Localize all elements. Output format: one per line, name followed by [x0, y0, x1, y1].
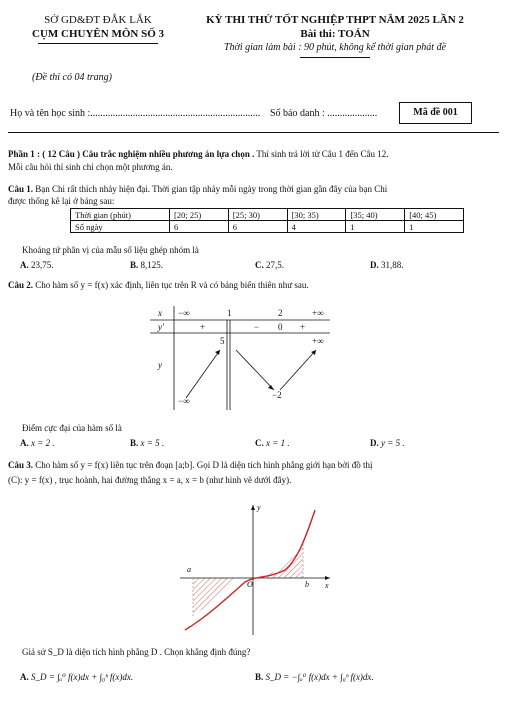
- department-name: SỞ GD&ĐT ĐẮK LẮK: [44, 14, 152, 26]
- option-text: S_D = −∫ₐ⁰ f(x)dx + ∫₀ᵇ f(x)dx.: [263, 672, 374, 682]
- x-value: 1: [227, 308, 232, 318]
- option-text: S_D = ∫ₐ⁰ f(x)dx + ∫₀ᵇ f(x)dx.: [28, 672, 134, 682]
- student-name-field: Họ và tên học sinh :....................................................................: [10, 108, 261, 119]
- graph-y-label: y: [257, 503, 261, 512]
- q1-label: Câu 1.: [8, 184, 34, 194]
- q3-question: Giả sử S_D là diện tích hình phẳng D . Chọn khẳng định đúng?: [22, 647, 251, 657]
- q2-option-a[interactable]: [20, 438, 55, 448]
- arrow-down: [236, 350, 274, 390]
- option-text: x = 1 .: [263, 438, 290, 448]
- part1-title-line: [8, 149, 389, 159]
- y-value: +∞: [312, 336, 324, 346]
- part1-instruction: Thí sinh trả lời từ Câu 1 đến Câu 12.: [254, 149, 389, 159]
- q2-label: Câu 2.: [8, 280, 34, 290]
- table-cell: 1: [405, 221, 464, 233]
- sign: +: [200, 322, 206, 332]
- q2-option-c[interactable]: [255, 438, 290, 448]
- table-cell: [35; 40): [346, 209, 405, 221]
- part1-title: Phần 1 : ( 12 Câu ) Câu trắc nghiệm nhiều phương án lựa chọn .: [8, 149, 255, 159]
- table-cell: [20; 25): [170, 209, 229, 221]
- arrow-up: [186, 350, 220, 398]
- table-row: [71, 209, 464, 221]
- q1-option-c[interactable]: [255, 260, 284, 270]
- q3-text1: Cho hàm số y = f(x) liên tục trên đoạn [a;b]. Gọi D là diện tích hình phẳng giới hạn bởi đồ thị: [33, 460, 373, 470]
- option-letter: A.: [20, 672, 29, 682]
- y-value: −∞: [178, 396, 190, 406]
- q3-label: Câu 3.: [8, 460, 34, 470]
- x-value: 2: [278, 308, 283, 318]
- header-underline: [38, 43, 158, 44]
- option-text: 23,75.: [28, 260, 54, 270]
- y-value: −2: [272, 390, 282, 400]
- graph-b-label: b: [305, 580, 309, 589]
- cluster-name: CỤM CHUYÊN MÔN SỐ 3: [32, 28, 164, 40]
- sign: 0: [278, 322, 283, 332]
- option-letter: D.: [370, 438, 379, 448]
- graph-a-label: a: [187, 565, 191, 574]
- option-text: x = 5 .: [138, 438, 165, 448]
- q1-text2: được thống kê lại ở bảng sau:: [8, 196, 115, 206]
- q1-option-a[interactable]: [20, 260, 54, 270]
- option-letter: B.: [130, 260, 139, 270]
- graph-origin-label: O: [247, 580, 253, 589]
- table-cell: 6: [170, 221, 229, 233]
- option-letter: C.: [255, 260, 264, 270]
- exam-duration: Thời gian làm bài : 90 phút, không kể thời gian phát đề: [223, 42, 447, 53]
- q2-option-b[interactable]: [130, 438, 164, 448]
- student-id-field: Số báo danh : ....................: [270, 108, 378, 119]
- pages-note: (Đề thi có 04 trang): [32, 72, 112, 83]
- derivative-row-label: y′: [158, 322, 164, 332]
- title-underline: [300, 57, 370, 58]
- q1-text1: Bạn Chi rất thích nhảy hiện đại. Thời gian tập nhảy mỗi ngày trong thời gian gần đây của bạn Chi: [33, 184, 388, 194]
- option-letter: B.: [130, 438, 139, 448]
- x-row-label: x: [158, 308, 162, 318]
- option-letter: D.: [370, 260, 379, 270]
- part1-instruction2: Mỗi câu hỏi thí sinh chỉ chọn một phương án.: [8, 162, 173, 172]
- option-text: 8,125.: [138, 260, 164, 270]
- table-cell: [30; 35): [287, 209, 346, 221]
- table-cell: 4: [287, 221, 346, 233]
- exam-subject: Bài thi: TOÁN: [300, 28, 370, 40]
- q3-text: [8, 460, 373, 470]
- table-cell: 1: [346, 221, 405, 233]
- sign: +: [300, 322, 306, 332]
- area-graph: [175, 500, 335, 640]
- x-value: +∞: [312, 308, 324, 318]
- option-letter: A.: [20, 260, 29, 270]
- table-cell: [40; 45): [405, 209, 464, 221]
- q2-text-body: Cho hàm số y = f(x) xác định, liên tục trên R và có bảng biến thiên như sau.: [33, 280, 309, 290]
- q3-text2: (C): y = f(x) , trục hoành, hai đường thẳng x = a, x = b (như hình vẽ dưới đây).: [8, 475, 292, 485]
- q1-question: Khoảng tứ phân vị của mẫu số liệu ghép nhóm là: [22, 245, 199, 255]
- q1-text: [8, 184, 387, 194]
- table-cell: Số ngày: [71, 221, 170, 233]
- option-letter: C.: [255, 438, 264, 448]
- q2-text: [8, 280, 309, 290]
- option-letter: B.: [255, 672, 264, 682]
- q2-option-d[interactable]: [370, 438, 405, 448]
- q1-option-b[interactable]: [130, 260, 163, 270]
- y-row-label: y: [158, 360, 162, 370]
- q1-option-d[interactable]: [370, 260, 404, 270]
- q1-frequency-table: [70, 208, 464, 233]
- y-value: 5: [220, 336, 225, 346]
- option-text: 31,88.: [378, 260, 404, 270]
- option-text: x = 2 .: [28, 438, 55, 448]
- exam-title: KỲ THI THỬ TỐT NGHIỆP THPT NĂM 2025 LẦN 2: [206, 14, 464, 26]
- table-cell: Thời gian (phút): [71, 209, 170, 221]
- q2-question: Điểm cực đại của hàm số là: [22, 423, 122, 433]
- q3-option-a[interactable]: [20, 672, 133, 683]
- arrow-up: [280, 350, 316, 390]
- exam-code-box: Mã đề 001: [399, 102, 472, 124]
- table-cell: 6: [228, 221, 287, 233]
- divider: [8, 132, 499, 133]
- q3-option-b[interactable]: [255, 672, 374, 683]
- table-row: [71, 221, 464, 233]
- option-letter: A.: [20, 438, 29, 448]
- sign: −: [254, 322, 260, 332]
- graph-x-label: x: [325, 581, 329, 590]
- x-value: −∞: [178, 308, 190, 318]
- option-text: 27,5.: [263, 260, 284, 270]
- option-text: y = 5 .: [378, 438, 405, 448]
- table-cell: [25; 30): [228, 209, 287, 221]
- variation-table: [150, 306, 330, 410]
